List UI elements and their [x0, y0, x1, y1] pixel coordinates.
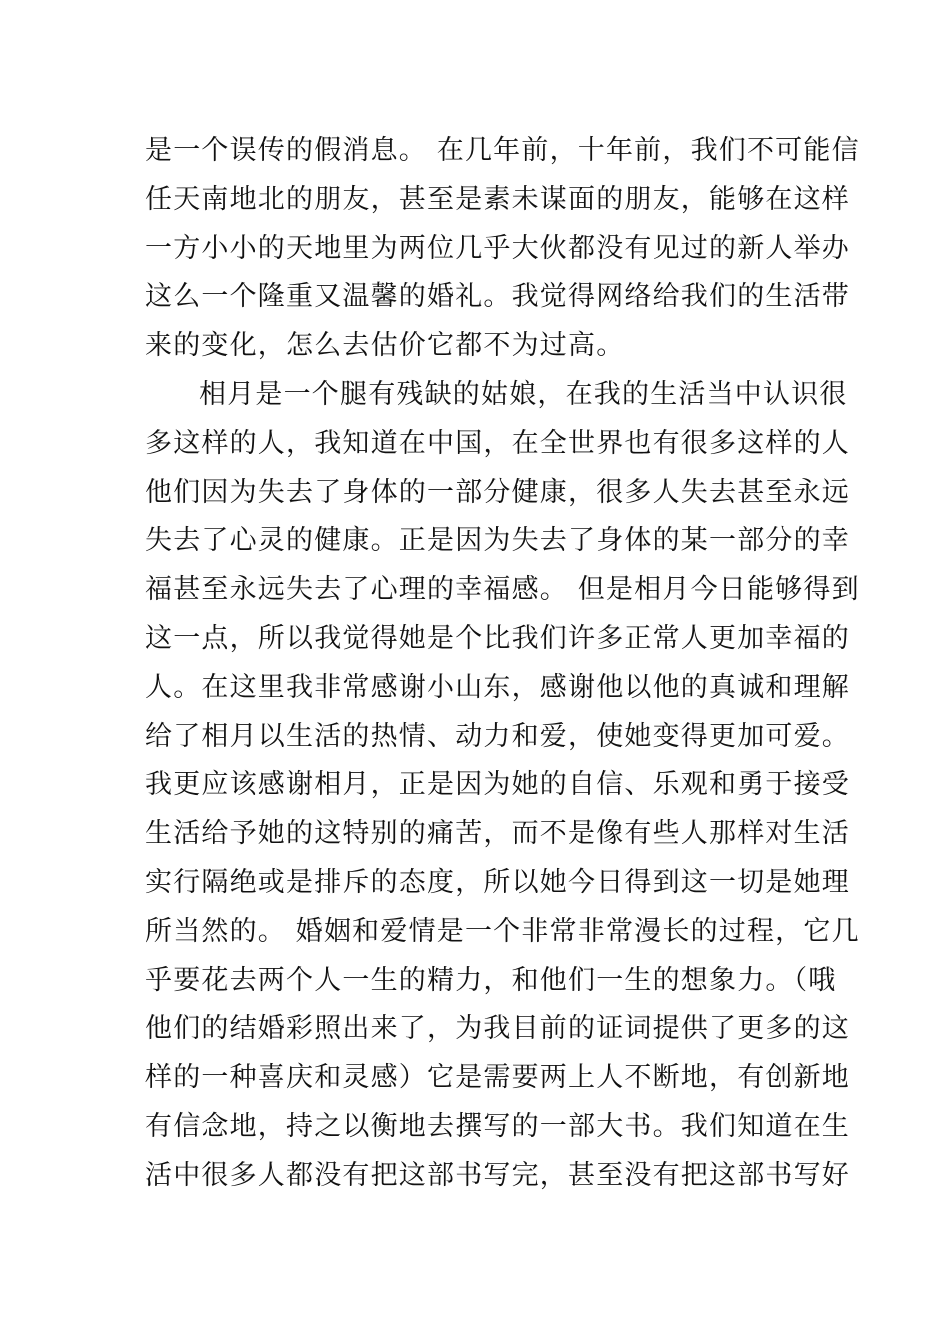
text-line: 乎要花去两个人一生的精力，和他们一生的想象力。（哦 — [145, 964, 837, 996]
body-text — [145, 127, 860, 1201]
text-line: 活中很多人都没有把这部书写完，甚至没有把这部书写好 — [145, 1159, 850, 1191]
text-line: 人。在这里我非常感谢小山东，感谢他以他的真诚和理解 — [145, 671, 850, 703]
text-line: 生活给予她的这特别的痛苦，而不是像有些人那样对生活 — [145, 818, 850, 850]
text-line: 他们因为失去了身体的一部分健康，很多人失去甚至永远 — [145, 476, 850, 508]
text-line: 他们的结婚彩照出来了，为我目前的证词提供了更多的这 — [145, 1013, 850, 1045]
text-line: 失去了心灵的健康。正是因为失去了身体的某一部分的幸 — [145, 525, 850, 557]
text-line: 我更应该感谢相月，正是因为她的自信、乐观和勇于接受 — [145, 769, 850, 801]
text-line: 来的变化，怎么去估价它都不为过高。 — [145, 330, 625, 362]
text-line: 样的一种喜庆和灵感）它是需要两上人不断地，有创新地 — [145, 1062, 850, 1094]
text-line: 福甚至永远失去了心理的幸福感。 但是相月今日能够得到 — [145, 574, 860, 606]
text-line: 这么一个隆重又温馨的婚礼。我觉得网络给我们的生活带 — [145, 281, 850, 313]
text-line: 一方小小的天地里为两位几乎大伙都没有见过的新人举办 — [145, 232, 850, 264]
text-line: 多这样的人，我知道在中国，在全世界也有很多这样的人 — [145, 427, 850, 459]
paragraph-start-line: 相月是一个腿有残缺的姑娘，在我的生活当中认识很 — [199, 378, 848, 410]
text-line: 有信念地，持之以衡地去撰写的一部大书。我们知道在生 — [145, 1110, 850, 1142]
text-line: 实行隔绝或是排斥的态度，所以她今日得到这一切是她理 — [145, 866, 850, 898]
text-line: 给了相月以生活的热情、动力和爱，使她变得更加可爱。 — [145, 720, 850, 752]
text-line: 所当然的。 婚姻和爱情是一个非常非常漫长的过程，它几 — [145, 915, 860, 947]
text-line: 这一点，所以我觉得她是个比我们许多正常人更加幸福的 — [145, 622, 850, 654]
text-line: 任天南地北的朋友，甚至是素未谋面的朋友，能够在这样 — [145, 183, 850, 215]
text-line: 是一个误传的假消息。 在几年前，十年前，我们不可能信 — [145, 135, 860, 166]
